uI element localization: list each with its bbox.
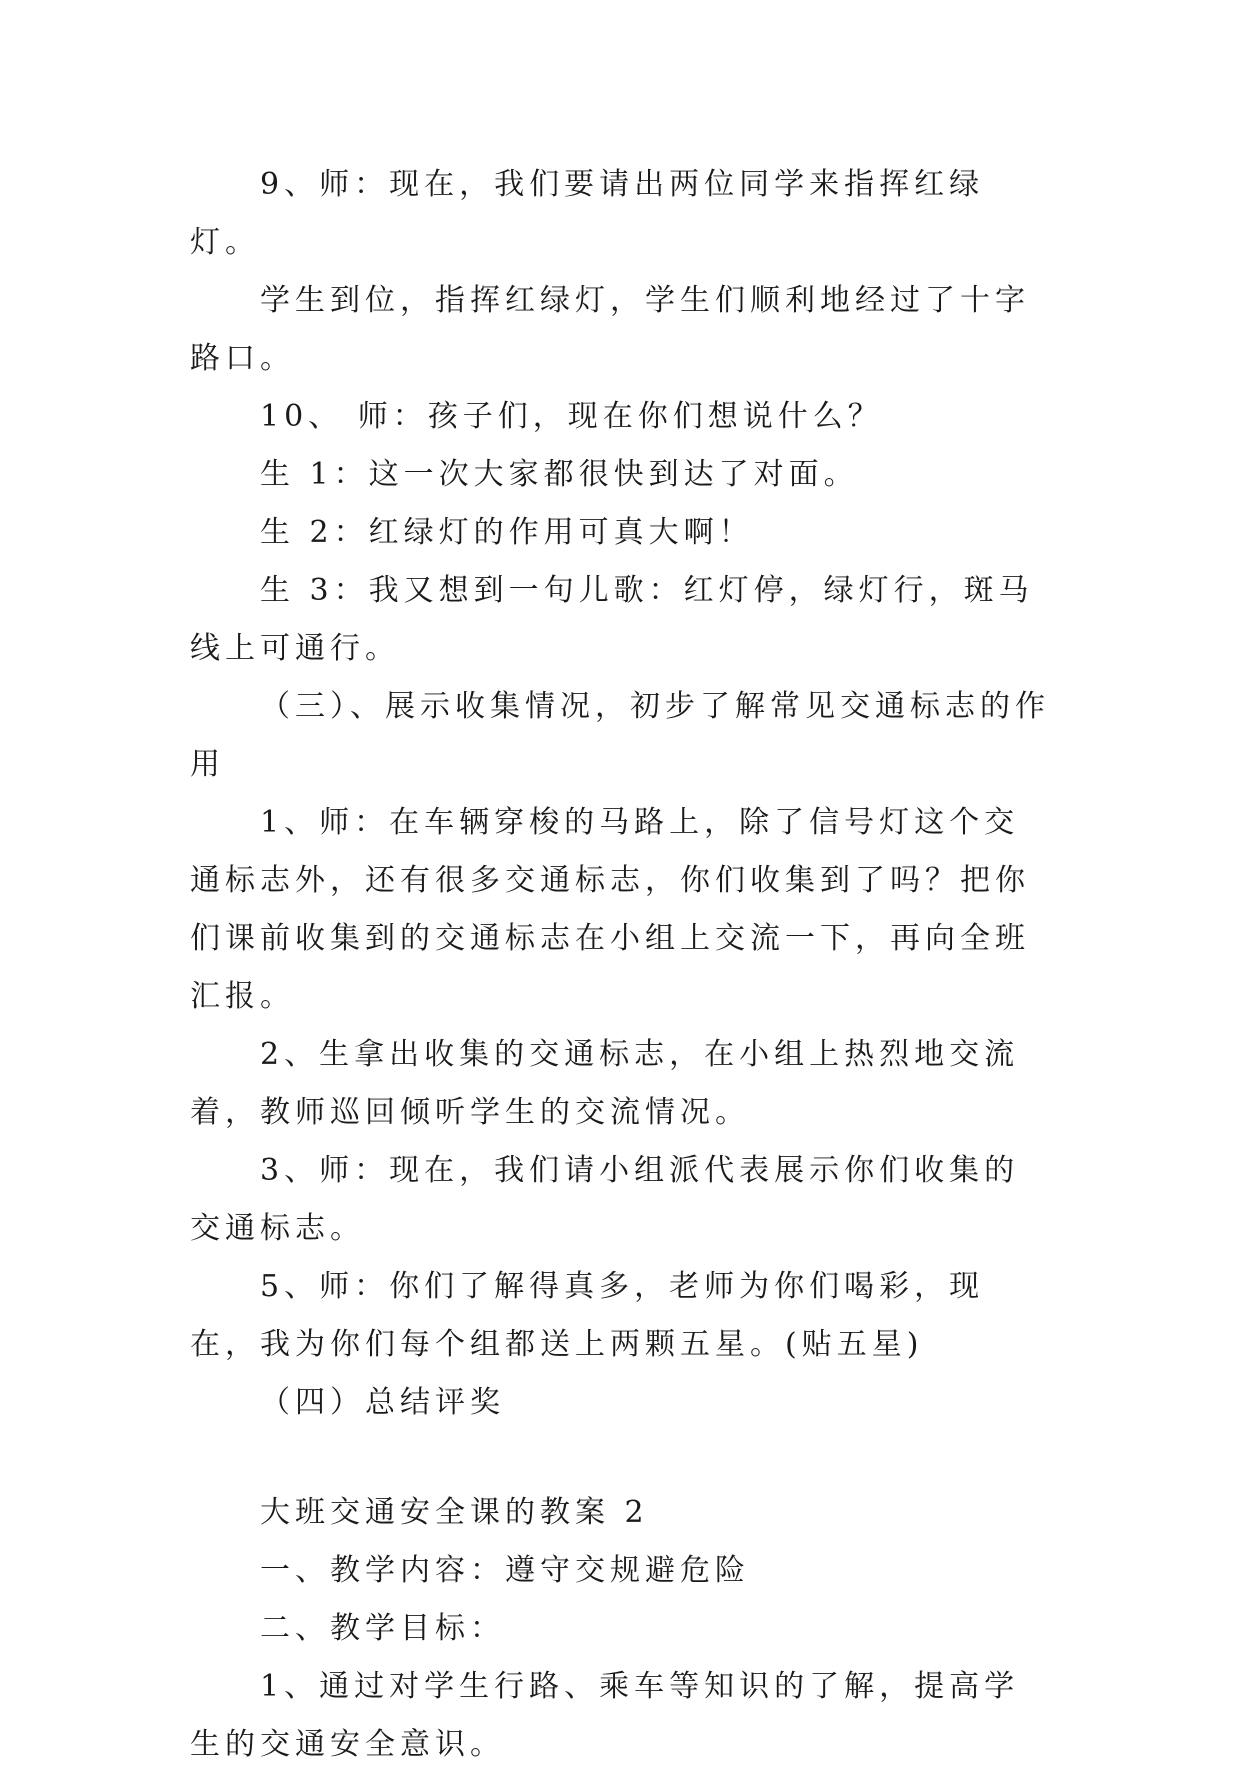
paragraph: 9、师：现在，我们要请出两位同学来指挥红绿灯。	[190, 167, 985, 260]
paragraph: 1、师：在车辆穿梭的马路上，除了信号灯这个交通标志外，还有很多交通标志，你们收集到了吗？把你们课前收集到的交通标志在小组上交流一下，再向全班汇报。	[190, 805, 1030, 1014]
paragraph: 生 2：红绿灯的作用可真大啊！	[260, 515, 754, 550]
paragraph: 二、教学目标：	[260, 1611, 505, 1646]
section-heading: （四）总结评奖	[260, 1385, 505, 1420]
paragraph: 10、 师：孩子们，现在你们想说什么？	[260, 399, 883, 434]
paragraph: 1、通过对学生行路、乘车等知识的了解，提高学生的交通安全意识。	[190, 1669, 1020, 1762]
document-page	[190, 156, 1052, 1774]
paragraph: 生 1：这一次大家都很快到达了对面。	[260, 457, 859, 492]
paragraph: 5、师：你们了解得真多，老师为你们喝彩，现在，我为你们每个组都送上两颗五星。(贴五星)	[190, 1269, 985, 1362]
paragraph: 3、师：现在，我们请小组派代表展示你们收集的交通标志。	[190, 1153, 1020, 1246]
paragraph: 一、教学内容：遵守交规避危险	[260, 1553, 750, 1588]
document-title: 大班交通安全课的教案 2	[260, 1495, 649, 1530]
paragraph: 生 3：我又想到一句儿歌：红灯停，绿灯行，斑马线上可通行。	[190, 573, 1034, 666]
paragraph: 2、生拿出收集的交通标志，在小组上热烈地交流着，教师巡回倾听学生的交流情况。	[190, 1037, 1020, 1130]
section-heading: （三）、展示收集情况，初步了解常见交通标志的作用	[190, 689, 1050, 782]
paragraph: 学生到位，指挥红绿灯，学生们顺利地经过了十字路口。	[190, 283, 1030, 376]
